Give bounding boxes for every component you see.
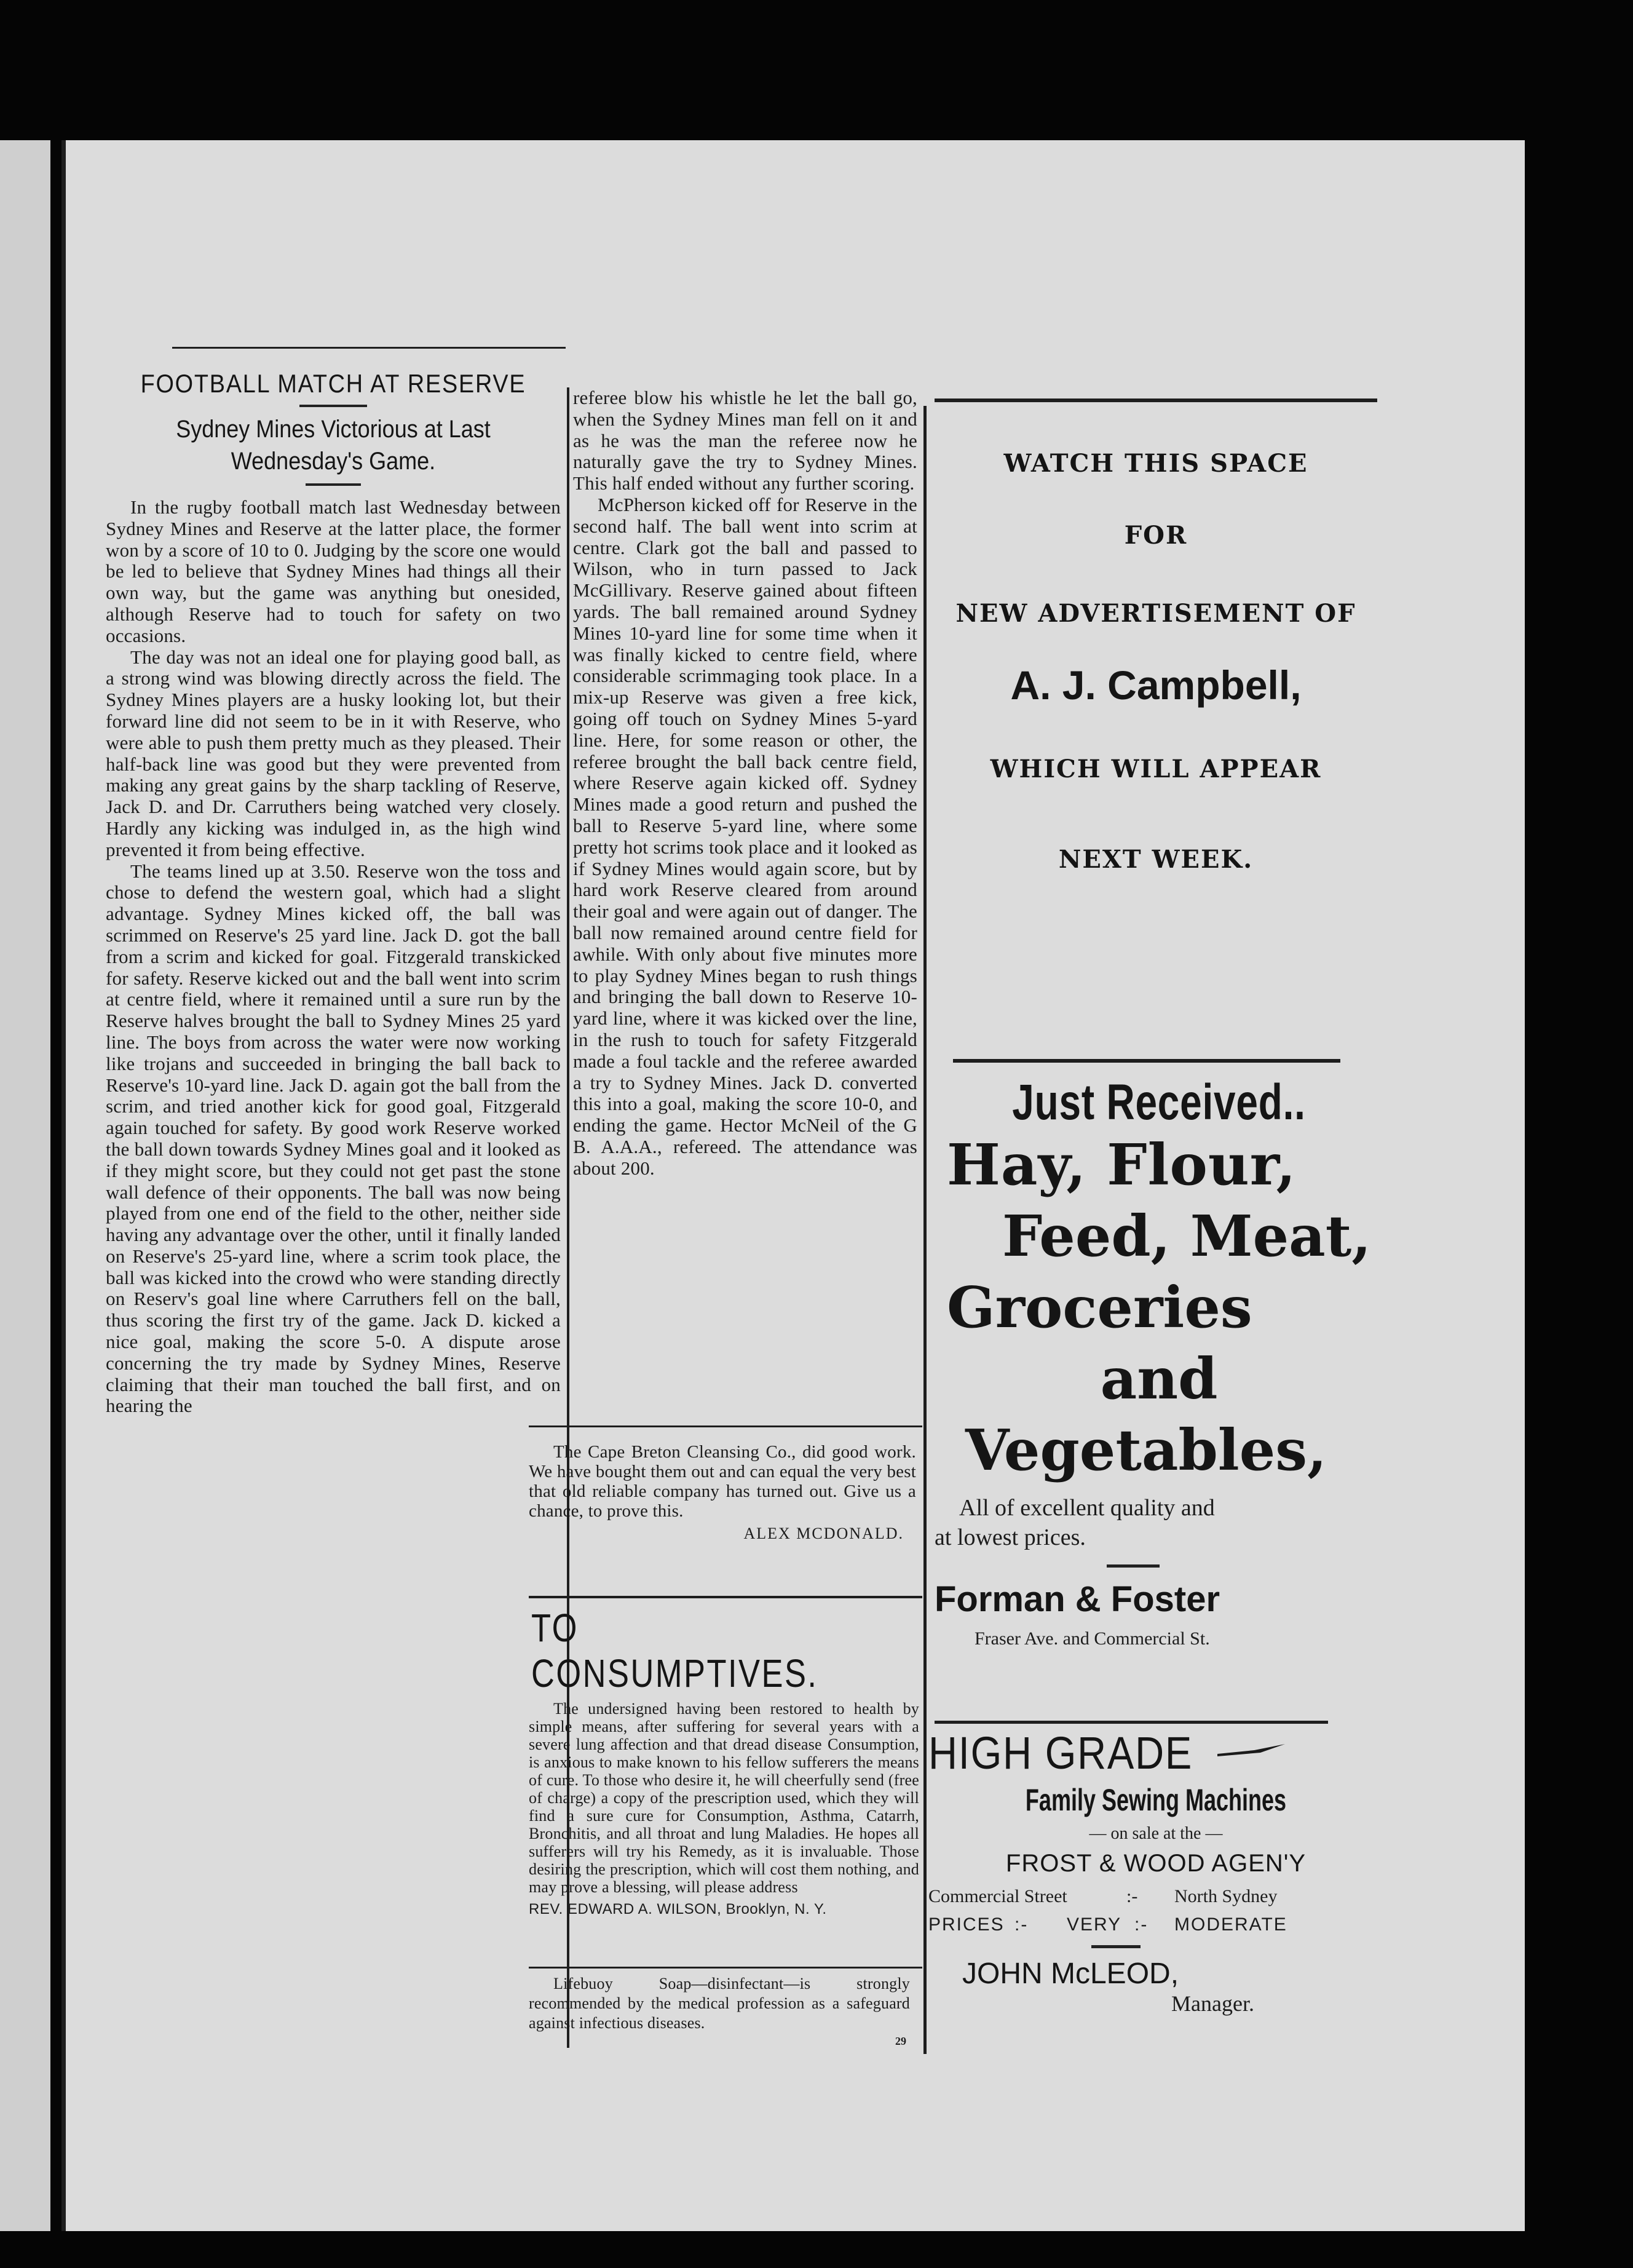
frost-sep: :- — [1126, 1886, 1138, 1906]
divider-dash — [1107, 1564, 1160, 1568]
forman-item: Feed, Meat, — [1002, 1203, 1372, 1269]
forman-item: Vegetables, — [965, 1417, 1327, 1483]
frost-street: Commercial Street — [928, 1886, 1067, 1906]
campbell-line5: NEXT WEEK. — [1058, 845, 1254, 874]
forman-heading: Just Received.. — [1012, 1074, 1306, 1130]
lifebuoy-code: 29 — [895, 2035, 906, 2047]
article-subhead: Sydney Mines Victorious at Last Wednesday's Game. — [176, 416, 491, 475]
campbell-ad — [947, 430, 1365, 1021]
forman-item: and — [1100, 1346, 1218, 1412]
cleansing-signature: ALEX MCDONALD. — [743, 1525, 904, 1542]
frost-agency: FROST & WOOD AGEN'Y — [1005, 1850, 1307, 1877]
frost-prices: VERY — [1067, 1914, 1122, 1935]
forman-firm: Forman & Foster — [935, 1579, 1220, 1619]
ad-divider — [935, 1721, 1328, 1724]
article-column-2 — [573, 387, 917, 1421]
forman-item: Hay, Flour, — [947, 1132, 1297, 1198]
article-column-1 — [106, 363, 561, 2048]
ad-divider — [953, 1059, 1340, 1063]
article-headline: FOOTBALL MATCH AT RESERVE — [140, 369, 526, 398]
divider-dash — [306, 483, 361, 486]
campbell-line3: NEW ADVERTISEMENT OF — [955, 599, 1356, 628]
frost-heading: HIGH GRADE — [928, 1727, 1193, 1778]
pen-nib-icon — [1217, 1743, 1285, 1751]
cleansing-text: The Cape Breton Cleansing Co., did good work. We have bought them out and can equal the very best that old reliable company has turned out. Give us a chance, to prove this. — [529, 1442, 916, 1521]
forman-tagline: All of excellent quality and — [959, 1495, 1215, 1521]
top-rule-right — [935, 398, 1377, 402]
article-paragraph: The day was not an ideal one for playing good ball, as a strong wind was blowing directly across the field. The Sydney Mines players are a husky looking lot, but their forward line did not seem to be in it with Reserve, who were able to push them pretty much as they pleased. Their half-back line was good but they were prevented from making any great gains by the sharp tackling of Reserve, Jack D. and Dr. Carruthers being watched very closely. Hardly any kicking was indulged in, as the high wind prevented it from being effective. — [106, 646, 561, 860]
frost-sep: :- — [1134, 1914, 1149, 1935]
frost-subheading: Family Sewing Machines — [1025, 1783, 1287, 1817]
frost-manager-name: JOHN McLEOD, — [962, 1957, 1179, 1990]
campbell-line4: WHICH WILL APPEAR — [990, 755, 1322, 783]
campbell-line2: FOR — [1124, 521, 1188, 550]
article-paragraph: The teams lined up at 3.50. Reserve won the toss and chose to defend the western goal, which had a slight advantage. Sydney Mines kicked off, the ball was scrimmed on Reserve's 25 yard line. Jack D. got the ball from a scrim and kicked for goal. Fitzgerald transkicked for safety. Reserve kicked out and the ball went into scrim at centre field, where it remained until a sure run by the Reserve halves brought the ball to Sydney Mines 25 yard line. The boys from across the water were now working like trojans and succeeded in bringing the ball back to Reserve's 10-yard line. Jack D. again got the ball from the scrim, and tried another kick for good goal, Fitzgerald again touched for safety. By good work Reserve worked the ball down towards Sydney Mines goal and it looked as if they might score, but they could not get past the stone wall defence of their opponents. The ball was now being played from one end of the field to the other, neither side having any advantage over the other, until it finally landed on Reserve's 25-yard line, where a scrim took place, the ball was kicked into the crowd who were standing directly on Reserv's goal line where Carruthers fell on the ball, thus scoring the first try of the game. Jack D. kicked a nice goal, making the score 5-0. A dispute arose concerning the try made by Sydney Mines, Reserve claiming that their man touched the ball first, and on hearing the — [106, 860, 561, 1417]
forman-foster-ad — [935, 1070, 1383, 1722]
frost-onsale: — on sale at the — — [1089, 1824, 1223, 1843]
frost-town: North Sydney — [1174, 1886, 1278, 1906]
frost-prices: PRICES — [928, 1914, 1005, 1935]
frost-wood-ad — [928, 1727, 1383, 2090]
consumptives-text: The undersigned having been restored to health by simple means, after suffering for several years with a severe lung affection and that dread disease Consumption, is anxious to make known to his fellow sufferers the means of cure. To those who desire it, he will cheerfully send (free of charge) a copy of the prescription used, which they will find a sure cure for Consumption, Asthma, Catarrh, Bronchitis, and all throat and lung Maladies. He hopes all sufferers will try his Remedy, as it is invaluable. Those desiring the prescription, which will cost them nothing, and may prove a blessing, will please address — [529, 1700, 919, 1896]
forman-address: Fraser Ave. and Commercial St. — [975, 1628, 1210, 1649]
frost-manager-title: Manager. — [1171, 1991, 1254, 2016]
consumptives-headline: TO CONSUMPTIVES. — [531, 1606, 818, 1695]
divider-dash — [1091, 1945, 1141, 1948]
section-divider — [529, 1596, 922, 1598]
campbell-line1: WATCH THIS SPACE — [1003, 449, 1308, 478]
page-left-border — [61, 140, 66, 2231]
frost-prices: MODERATE — [1174, 1914, 1287, 1935]
forman-tagline: at lowest prices. — [935, 1525, 1086, 1550]
column-rule-2 — [923, 406, 927, 2054]
consumptives-signature: REV. EDWARD A. WILSON, Brooklyn, N. Y. — [529, 1901, 827, 1917]
section-divider — [529, 1967, 922, 1969]
adjacent-page-edge — [0, 140, 50, 2231]
frost-sep: :- — [1014, 1914, 1029, 1935]
cleansing-notice — [529, 1442, 916, 1584]
article-paragraph: In the rugby football match last Wednesday between Sydney Mines and Reserve at the latter place, the former won by a score of 10 to 0. Judging by the score one would be led to believe that Sydney Mines had things all their own way, but the game was anything but onesided, although Reserve had to touch for safety on two occasions. — [106, 496, 561, 646]
forman-item: Groceries — [947, 1274, 1252, 1341]
divider-dash — [299, 405, 367, 407]
consumptives-notice — [529, 1605, 919, 1968]
article-paragraph: McPherson kicked off for Reserve in the second half. The ball went into scrim at centre. Clark got the ball and passed to Wilson, who in turn passed to Jack McGillivary. Reserve gained about fifteen yards. The ball remained around Sydney Mines 10-yard line for some time when it was finally kicked to centre field, where considerable scrimmaging took place. In a mix-up Reserve was given a free kick, going off touch on Sydney Mines 5-yard line. Here, for some reason or other, the referee brought the ball back centre field, where Reserve again kicked off. Sydney Mines made a good return and pushed the ball to Reserve 5-yard line, where some pretty hot scrims took place and it looked as if Sydney Mines would again score, but by hard work Reserve cleared from around their goal and were again out of danger. The ball now remained around centre field for awhile. With only about five minutes more to play Sydney Mines began to rush things and bringing the ball down to Reserve 10-yard line, where it was kicked over the line, in the rush to touch for safety Fitzgerald made a foul tackle and the referee awarded a try to Sydney Mines. Jack D. converted this into a goal, making the score 10-0, and ending the game. Hector McNeil of the G B. A.A.A., refereed. The attendance was about 200. — [573, 493, 917, 1179]
lifebuoy-text: Lifebuoy Soap—disinfectant—is strongly recommended by the medical profession as a safeguard against infectious diseases. — [529, 1975, 910, 2032]
top-rule-left — [172, 347, 566, 349]
lifebuoy-notice — [529, 1974, 910, 2054]
section-divider — [529, 1425, 922, 1427]
campbell-name: A. J. Campbell, — [1010, 662, 1302, 708]
article-paragraph: referee blow his whistle he let the ball go, when the Sydney Mines man fell on it and as he was the man the referee now he naturally gave the try to Sydney Mines. This half ended without any further scoring. — [573, 387, 917, 494]
